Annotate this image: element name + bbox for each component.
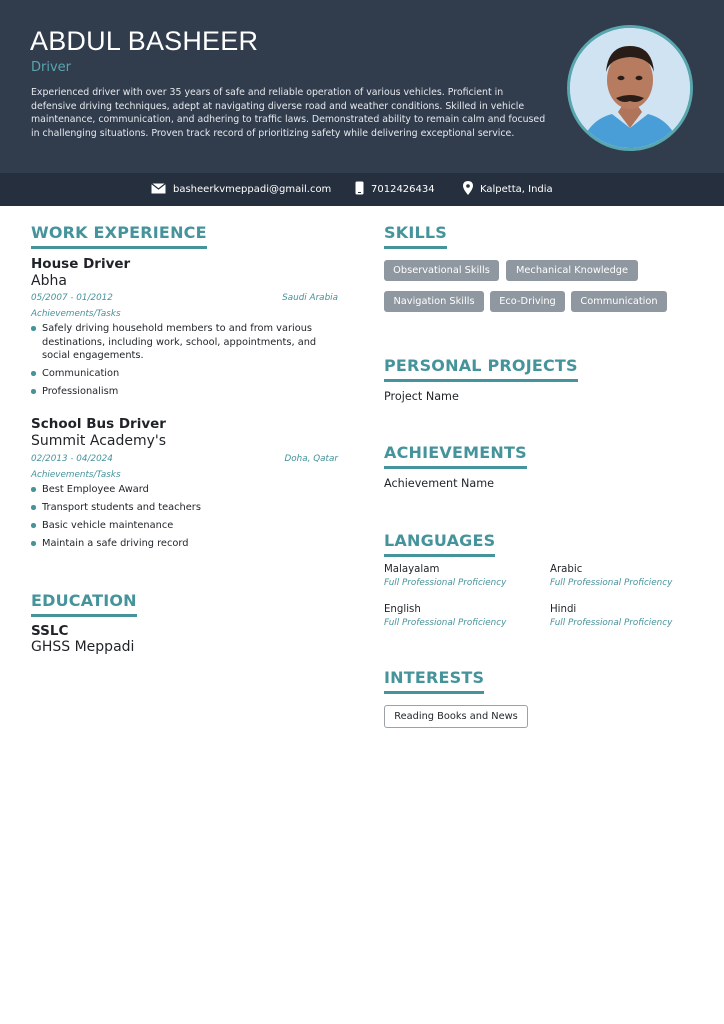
job-title: School Bus Driver	[31, 416, 166, 432]
job-dates: 05/2007 - 01/2012	[31, 293, 113, 303]
list-item: Basic vehicle maintenance	[31, 519, 331, 533]
list-item: Professionalism	[31, 385, 331, 399]
education-school: GHSS Meppadi	[31, 639, 135, 655]
job-dates: 02/2013 - 04/2024	[31, 454, 113, 464]
education-heading: EDUCATION	[31, 591, 137, 617]
list-item: Maintain a safe driving record	[31, 537, 331, 551]
map-pin-icon	[463, 181, 473, 198]
language-level: Full Professional Proficiency	[550, 618, 673, 628]
project-item: Project Name	[384, 390, 459, 403]
profile-photo	[567, 25, 693, 151]
contact-location-text: Kalpetta, India	[480, 184, 553, 195]
job-location: Doha, Qatar	[284, 454, 338, 464]
contact-phone[interactable]	[355, 173, 435, 206]
interest-tag: Reading Books and News	[384, 705, 528, 728]
job-title: House Driver	[31, 256, 131, 272]
interests-heading: INTERESTS	[384, 668, 484, 694]
list-item: Transport students and teachers	[31, 501, 331, 515]
summary-text: Experienced driver with over 35 years of safe and reliable operation of various vehicles. Proficient in defensive driving techniques, adept at navigating diverse road and weather conditions. Skilled in vehicle maintenance, communication, and adhering to traffic laws. Demonstrated ability to remain calm and focused in challenging situations. Proven track record of prioritizing safety while delivering exceptional service.	[31, 87, 546, 139]
skill-tag: Observational Skills	[384, 260, 499, 281]
language-name: Arabic	[550, 564, 583, 575]
skills-heading: SKILLS	[384, 223, 447, 249]
list-item: Best Employee Award	[31, 483, 331, 497]
contact-location	[463, 173, 553, 206]
job-company: Summit Academy's	[31, 433, 167, 449]
projects-heading: PERSONAL PROJECTS	[384, 356, 578, 382]
job-bullets	[31, 322, 331, 403]
skill-tag: Mechanical Knowledge	[506, 260, 638, 281]
achievement-item: Achievement Name	[384, 477, 495, 490]
person-name: ABDUL BASHEER	[30, 26, 259, 56]
list-item: Safely driving household members to and from various destinations, including work, school, appointments, and social engagements.	[31, 322, 331, 363]
job-tasks-label: Achievements/Tasks	[31, 470, 121, 480]
job-company: Abha	[31, 273, 67, 289]
contact-bar	[0, 173, 724, 206]
skill-tag: Communication	[571, 291, 667, 312]
person-role: Driver	[31, 60, 72, 75]
job-bullets	[31, 483, 331, 555]
job-tasks-label: Achievements/Tasks	[31, 309, 121, 319]
education-degree: SSLC	[31, 623, 69, 639]
language-name: Malayalam	[384, 564, 440, 575]
contact-email-text: basheerkvmeppadi@gmail.com	[173, 184, 332, 195]
skill-tag: Navigation Skills	[384, 291, 484, 312]
languages-heading: LANGUAGES	[384, 531, 495, 557]
language-level: Full Professional Proficiency	[550, 578, 673, 588]
language-level: Full Professional Proficiency	[384, 578, 507, 588]
profile-photo-image	[570, 28, 690, 148]
contact-email[interactable]	[151, 173, 331, 206]
achievements-heading: ACHIEVEMENTS	[384, 443, 527, 469]
list-item: Communication	[31, 367, 331, 381]
skill-tag: Eco-Driving	[490, 291, 565, 312]
resume-header	[0, 0, 724, 173]
language-name: English	[384, 604, 421, 615]
language-name: Hindi	[550, 604, 577, 615]
envelope-icon	[151, 183, 166, 197]
phone-icon	[355, 181, 364, 198]
contact-phone-text: 7012426434	[371, 184, 435, 195]
work-experience-heading: WORK EXPERIENCE	[31, 223, 207, 249]
job-location: Saudi Arabia	[282, 293, 338, 303]
language-level: Full Professional Proficiency	[384, 618, 507, 628]
